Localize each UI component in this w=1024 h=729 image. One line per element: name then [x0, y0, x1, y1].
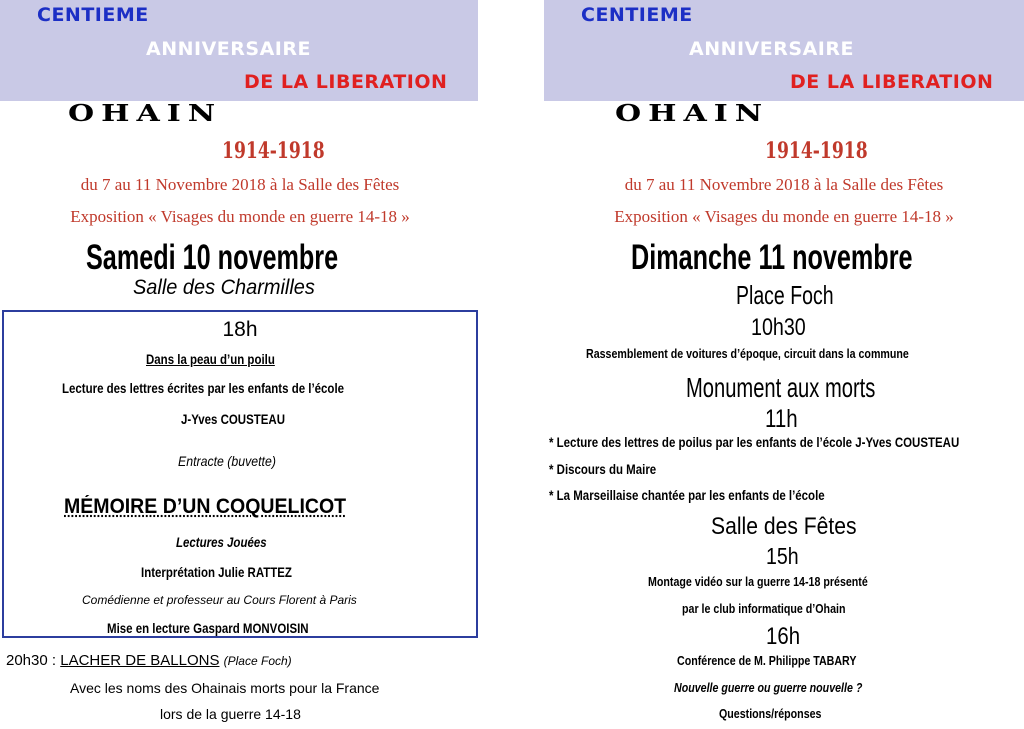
- right-years: 1914-1918: [765, 138, 868, 164]
- right-time-16h: 16h: [766, 623, 801, 650]
- left-memoire-title: MÉMOIRE D’UN COQUELICOT: [64, 495, 347, 518]
- right-conference: Conférence de M. Philippe TABARY: [677, 653, 857, 668]
- right-item-discours: * Discours du Maire: [549, 461, 657, 477]
- left-noms-line2: lors de la guerre 14-18: [160, 706, 301, 722]
- left-time-18h: 18h: [222, 318, 258, 341]
- right-monument: Monument aux morts: [686, 372, 876, 403]
- right-time-10h30: 10h30: [751, 314, 806, 341]
- right-banner-line3: DE LA LIBERATION: [790, 71, 994, 93]
- left-lacher-ballons: LACHER DE BALLONS: [60, 652, 220, 669]
- right-town-title: OHAIN: [615, 100, 770, 128]
- left-noms-line1: Avec les noms des Ohainais morts pour la France: [70, 680, 380, 696]
- left-school: J-Yves COUSTEAU: [181, 411, 285, 427]
- left-dates: du 7 au 11 Novembre 2018 à la Salle des Fêtes: [80, 175, 400, 194]
- left-day-heading: Samedi 10 novembre: [86, 238, 339, 277]
- right-questions-reponses: Questions/réponses: [719, 706, 822, 721]
- right-banner-line1: CENTIEME: [581, 4, 693, 26]
- right-montage-line2: par le club informatique d’Ohain: [682, 601, 846, 616]
- left-years: 1914-1918: [222, 138, 325, 164]
- right-time-11h: 11h: [765, 405, 798, 433]
- left-interpretation: Interprétation Julie RATTEZ: [141, 564, 292, 580]
- left-mise-en-lecture: Mise en lecture Gaspard MONVOISIN: [107, 620, 309, 636]
- right-time-15h: 15h: [766, 543, 799, 569]
- left-banner-line2: ANNIVERSAIRE: [146, 38, 311, 60]
- left-comedienne: Comédienne et professeur au Cours Florent à Paris: [82, 593, 357, 607]
- left-expo: Exposition « Visages du monde en guerre 14-18 »: [70, 207, 410, 226]
- right-expo: Exposition « Visages du monde en guerre 14-18 »: [614, 207, 954, 226]
- left-entracte: Entracte (buvette): [178, 453, 276, 469]
- left-colon: :: [47, 652, 61, 669]
- right-day-heading: Dimanche 11 novembre: [631, 238, 913, 277]
- right-montage-line1: Montage vidéo sur la guerre 14-18 présenté: [648, 574, 868, 589]
- right-place: Place Foch: [736, 280, 834, 310]
- right-item-marseillaise: * La Marseillaise chantée par les enfants de l’école: [549, 487, 825, 503]
- left-reading-line: Lecture des lettres écrites par les enfants de l’école: [62, 380, 345, 396]
- right-item-lecture: * Lecture des lettres de poilus par les enfants de l’école J-Yves COUSTEAU: [549, 434, 960, 450]
- left-banner-line3: DE LA LIBERATION: [244, 71, 448, 93]
- right-rassemblement: Rassemblement de voitures d’époque, circuit dans la commune: [586, 346, 909, 361]
- left-lacher-line: [6, 652, 292, 669]
- left-time-20h30: 20h30: [6, 652, 48, 669]
- right-banner-line2: ANNIVERSAIRE: [689, 38, 854, 60]
- right-salle-des-fetes: Salle des Fêtes: [711, 513, 857, 540]
- left-venue: Salle des Charmilles: [133, 276, 315, 299]
- left-banner-line1: CENTIEME: [37, 4, 149, 26]
- left-show-title: Dans la peau d’un poilu: [146, 351, 275, 367]
- left-town-title: OHAIN: [68, 100, 223, 128]
- left-lectures-jouees: Lectures Jouées: [176, 534, 267, 550]
- right-question: Nouvelle guerre ou guerre nouvelle ?: [674, 680, 863, 695]
- left-place-foch: (Place Foch): [223, 654, 292, 668]
- right-dates: du 7 au 11 Novembre 2018 à la Salle des Fêtes: [624, 175, 944, 194]
